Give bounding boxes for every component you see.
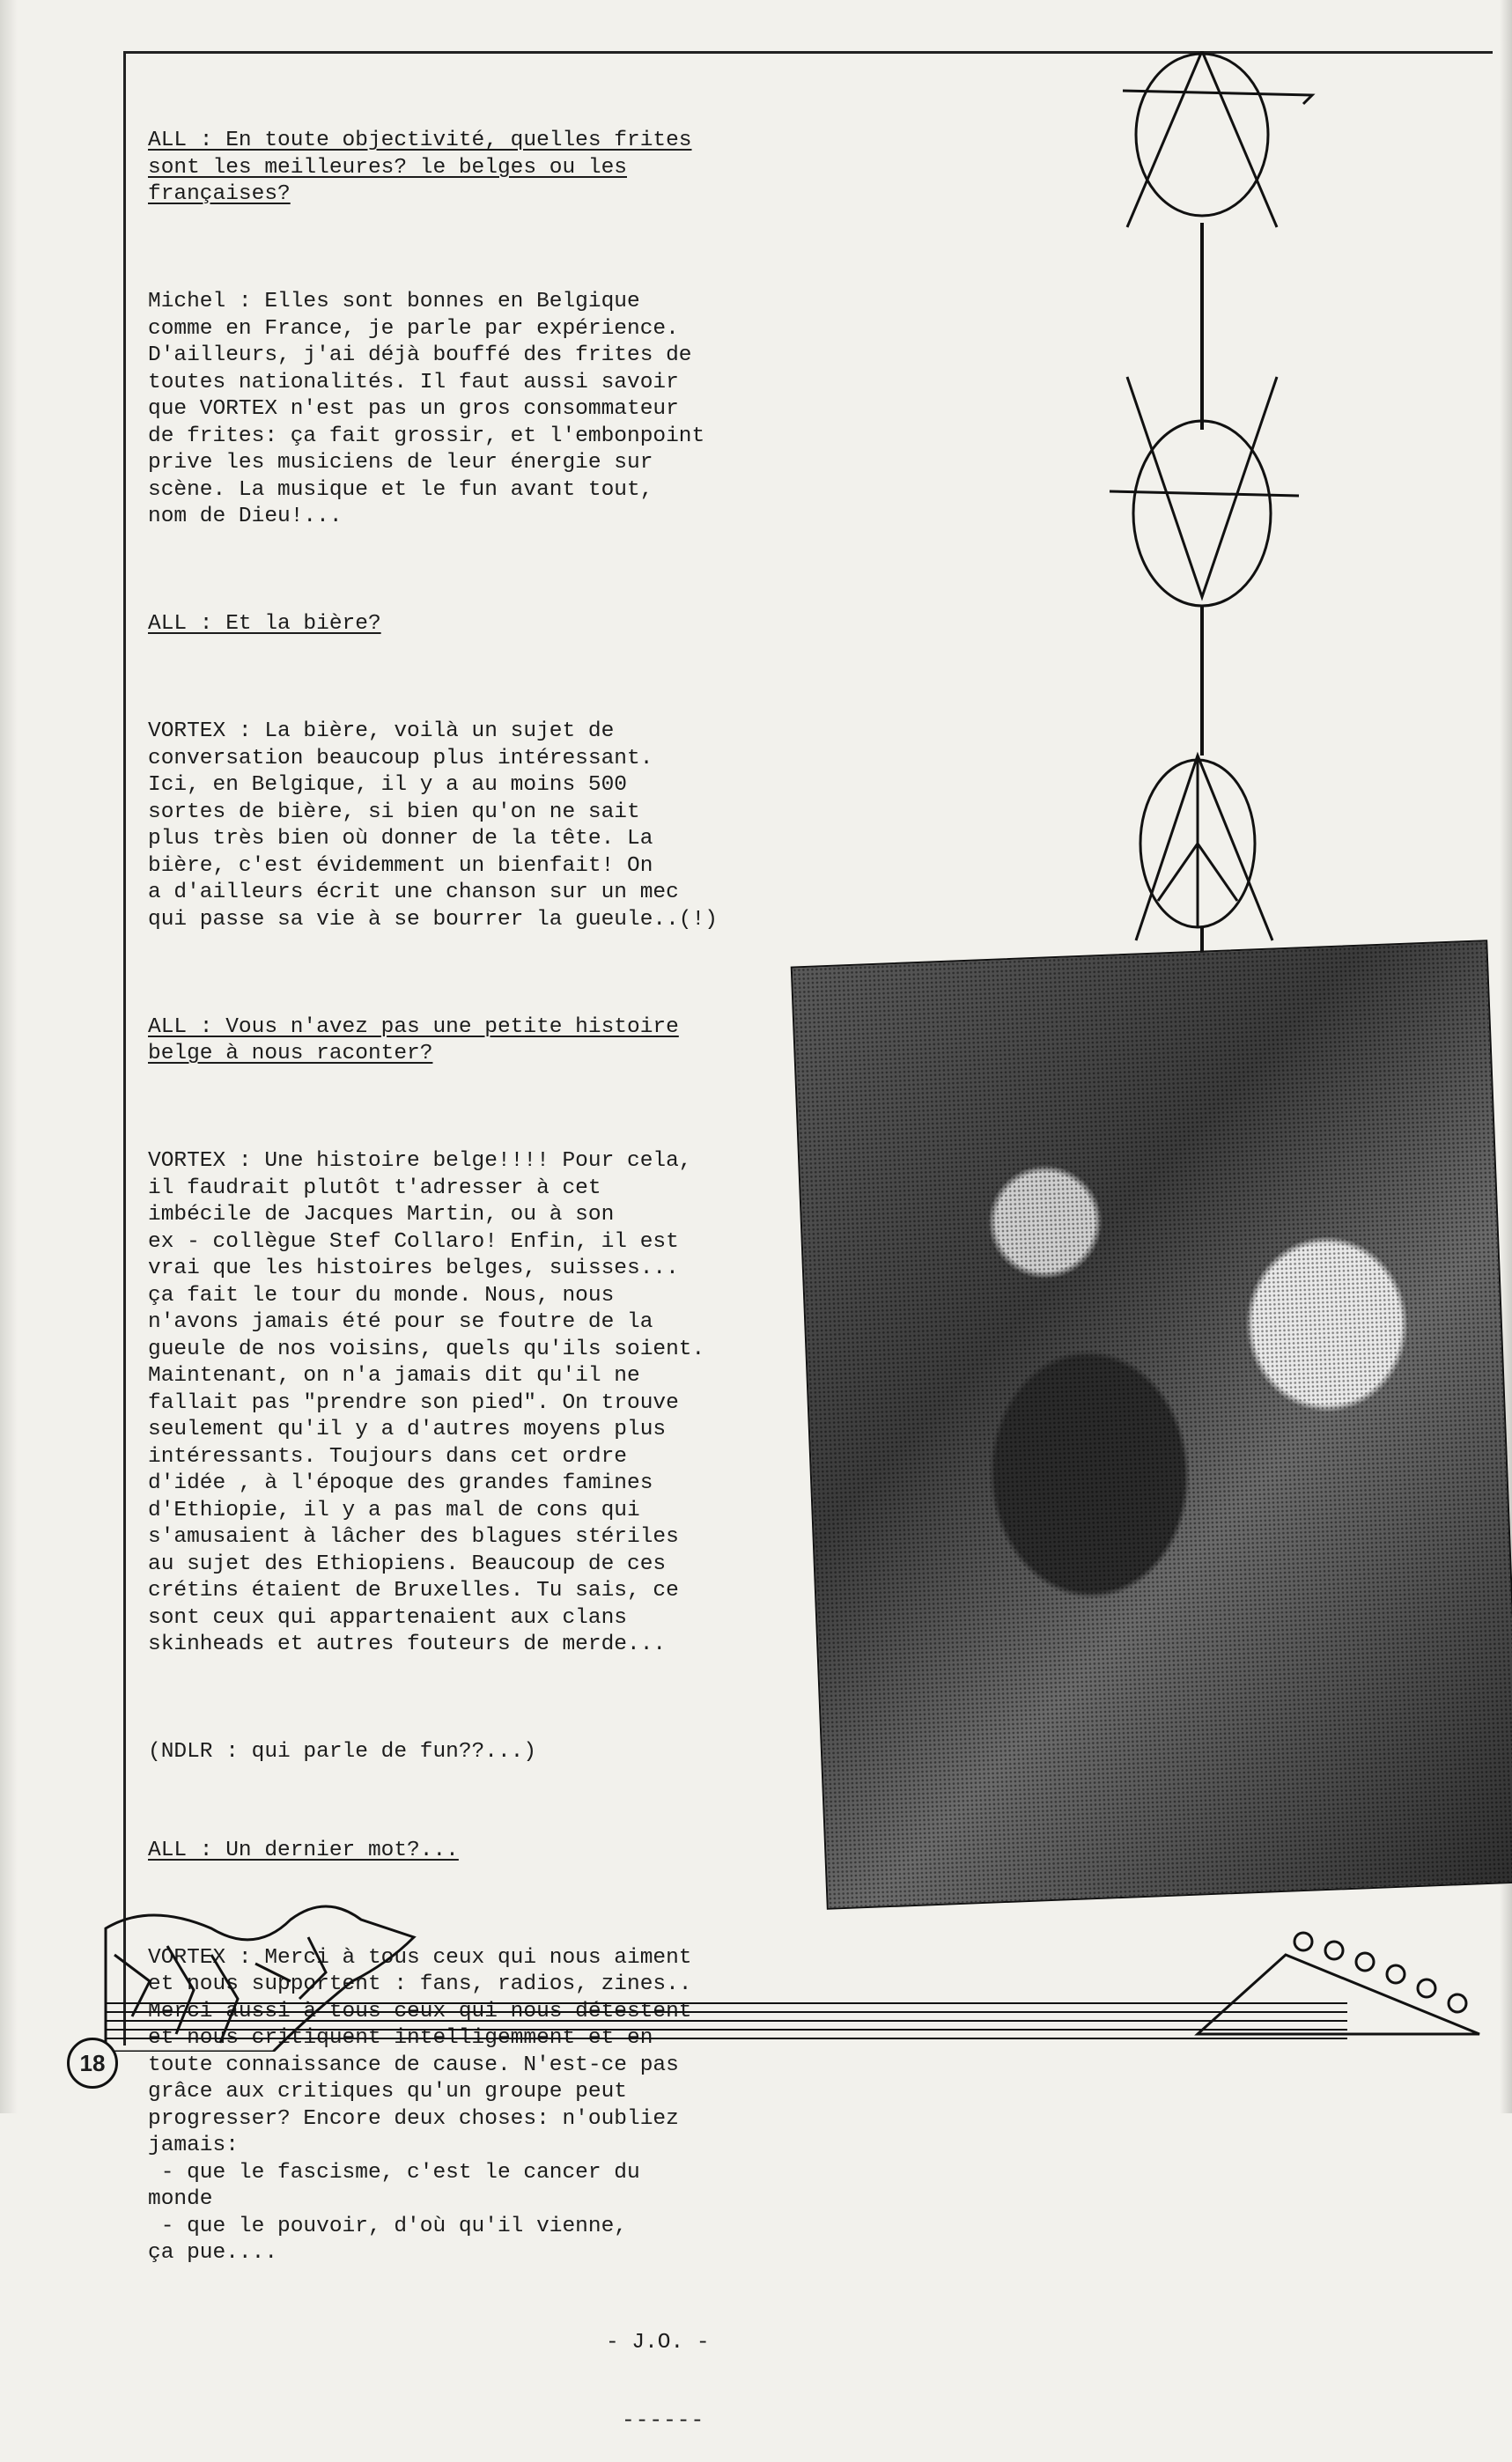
answer-beer: VORTEX : La bière, voilà un sujet de conversation beaucoup plus intéressant. Ici, en Belgique, il y a au moins 500 sortes de bière, si bien qu'on ne sait plus très bien où donner de la tête. La bière, c'est évidemment un bienfait! On a d'ailleurs écrit une chanson sur un mec qui passe sa vie à se bourrer la gueule..(!) xyxy=(148,719,718,932)
signature-rule: ------ xyxy=(622,2409,705,2433)
guitar-staff-illustration xyxy=(97,1902,1488,2052)
interview-text xyxy=(148,74,817,2462)
answer-belgian-story: VORTEX : Une histoire belge!!!! Pour cela, il faudrait plutôt t'adresser à cet imbécile de Jacques Martin, ou à son ex - collègue Stef Collaro! Enfin, il est vrai que les histoires belges, suisses... ça fait le tour du monde. Nous, nous n'avons jamais été pour se foutre de la gueule de nos voisins, quels qu'ils soient. Maintenant, on n'a jamais dit qu'il ne fallait pas "prendre son pied". On trouve seulement qu'il y a d'autres moyens plus intéressants. Toujours dans cet ordre d'idée , à l'époque des grandes famines d'Ethiopie, il y a pas mal de cons qui s'amusaient à lâcher des blagues stériles au sujet des Ethiopiens. Beaucoup de ces crétins étaient de Bruxelles. Tu sais, ce sont ceux qui appartenaient aux clans skinheads et autres fouteurs de merde... xyxy=(148,1149,705,1656)
question-beer: ALL : Et la bière? xyxy=(148,612,381,636)
answer-last-word: VORTEX : Merci à tous ceux qui nous aiment et nous supportent : fans, radios, zines.. Merci aussi tous ceux qui nous détestent et nous critiquent intelligemment et en toute connaissance de cause. N'est-ce pas grâce aux critiques qu'un groupe peut progresser? Encore deux choses: n'oubliez jamais: - que le fascisme, c'est le cancer du monde - que le pouvoir, d'où qu'il vienne, ça pue.... xyxy=(148,1945,692,2265)
author-signature: - J.O. - xyxy=(606,2330,710,2355)
editor-note: (NDLR : qui parle de fun??...) xyxy=(148,1740,537,1764)
anarchy-symbol xyxy=(1123,51,1312,227)
peace-symbol xyxy=(1136,756,1272,940)
binding-shadow xyxy=(0,0,18,2113)
vortex-symbol xyxy=(1110,377,1299,606)
question-last-word: ALL : Un dernier mot?... xyxy=(148,1838,459,1862)
band-photo xyxy=(791,940,1512,1910)
question-belgian-story: ALL : Vous n'avez pas une petite histoire belge à nous raconter? xyxy=(148,1014,679,1065)
symbol-column xyxy=(1083,51,1347,976)
answer-fries: Michel : Elles sont bonnes en Belgique comme en France, je parle par expérience. D'ailleurs, j'ai déjà bouffé des frites de toutes nationalités. Il faut aussi savoir que VORTEX n'est pas un gros consommateur de frites: ça fait grossir, et l'embonpoint prive les musiciens de leur énergie sur scène. La musique et le fun avant tout, nom de Dieu!... xyxy=(148,290,705,528)
page-number: 18 xyxy=(67,2038,118,2089)
headstock-icon xyxy=(1198,1933,1479,2034)
question-fries: ALL : En toute objectivité, quelles frites sont les meilleures? le belges ou les françaises? xyxy=(148,129,692,206)
